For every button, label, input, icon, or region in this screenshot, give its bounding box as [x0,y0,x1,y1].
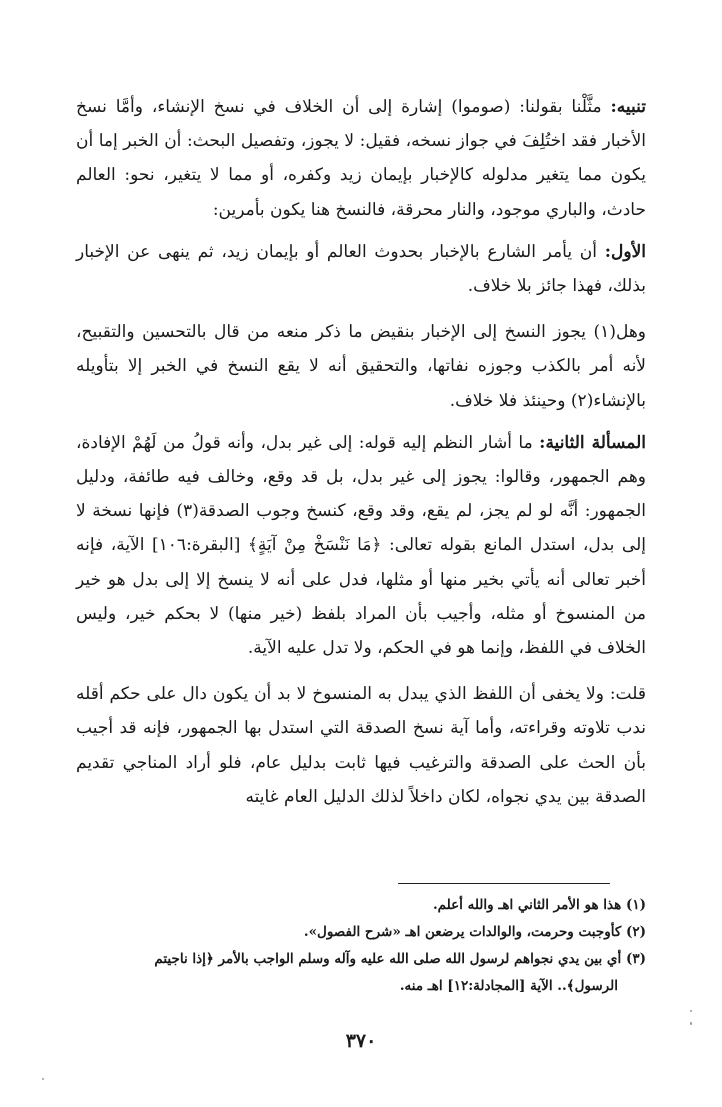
paragraph-lead: المسألة الثانية: [539,432,646,453]
paragraph-text: وهل(١) يجوز النسخ إلى الإخبار بنقيض ما ذكر منعه من قال بالتحسين والتقبيح، لأنه أمر بالكذب وجوزه نفاتها، والتحقيق أنه لا يقع النسخ في الخبر إلا بتأويله بالإنشاء(٢) وحينئذ فلا خلاف. [76,322,646,411]
paragraph-text: ما أشار النظم إليه قوله: إلى غير بدل، وأنه قولُ من لَهُمْ الإفادة، وهم الجمهور، وقالوا: يجوز إلى غير بدل، بل قد وقع، وخالف فيه طائفة، ودليل الجمهور: أنَّه لو لم يجز، لم يقع، وقد وقع، كنسخ وجوب الصدقة(٣) فإنها نسخة لا إلى بدل، استدل المانع بقوله تعالى: ﴿مَا نَنْسَخْ مِنْ آيَةٍ﴾ [البقرة:١٠٦] الآية، فإنه أخبر تعالى أنه يأتي بخير منها أو مثلها، فدل على أنه لا ينسخ إلا إلى بدل هو خير من المنسوخ أو مثله، وأجيب بأن المراد بلفظ (خير منها) لا بحكم خير، وليس الخلاف في اللفظ، وإنما هو في الحكم، ولا تدل عليه الآية. [76,432,646,659]
footnote-1: (١) هذا هو الأمر الثاني اهـ والله أعلم. [432,897,646,913]
paragraph-second-issue [76,426,646,665]
paragraph-question [76,315,646,418]
scan-speck [690,1022,692,1025]
paragraph-lead: الأول: [604,241,647,262]
paragraph-text: مثَّلْنا بقولنا: (صوموا) إشارة إلى أن الخلاف في نسخ الإنشاء، وأمَّا نسخ الأخبار فقد اختُلِفَ في جواز نسخه، فقيل: لا يجوز، وتفصيل البحث: أن الخبر إما أن يكون مما يتغير مدلوله كالإخبار بإيمان زيد وكفره، أو مما لا يتغير، نحو: العالم حادث، والباري موجود، والنار محرقة، فالنسخ هنا يكون بأمرين: [76,97,646,220]
paragraph-text: أن يأمر الشارع بالإخبار بحدوث العالم أو بإيمان زيد، ثم ينهى عن الإخبار بذلك، فهذا جائز بلا خلاف. [76,241,646,297]
paragraph-text: قلت: ولا يخفى أن اللفظ الذي يبدل به المنسوخ لا بد أن يكون دال على حكم أقله ندب تلاوته وقراءته، وأما آية نسخ الصدقة التي استدل بها الجمهور، فإنه قد أجيب بأن الحث على الصدقة والترغيب فيها ثابت بدليل عام، فلو أراد المناجي تقديم الصدقة بين يدي نجواه، لكان داخلاً لذلك الدليل العام غايته [76,684,646,807]
main-text [76,90,646,814]
page-number: ٣٧٠ [345,1030,377,1052]
footnote-3: (٣) أي بين يدي نجواهم لرسول الله صلى الله عليه وآله وسلم الواجب بالأمر ﴿إذا ناجيتم [154,951,646,967]
scan-speck [690,1010,692,1012]
footnote-separator [398,883,610,884]
paragraph-lead: تنبيه: [610,97,646,117]
paragraph-tanbih [76,90,646,227]
footnote-3-continuation: الرسول﴾.. الآية [المجادلة:١٢] اهـ منه. [399,978,618,994]
paragraph-first-matter [76,235,646,303]
footnotes [76,893,646,1001]
scan-speck [42,1078,44,1080]
paragraph-qultu [76,677,646,814]
footnote-2: (٢) كأوجبت وحرمت، والوالدات يرضعن اهـ «شرح الفصول». [303,924,646,940]
